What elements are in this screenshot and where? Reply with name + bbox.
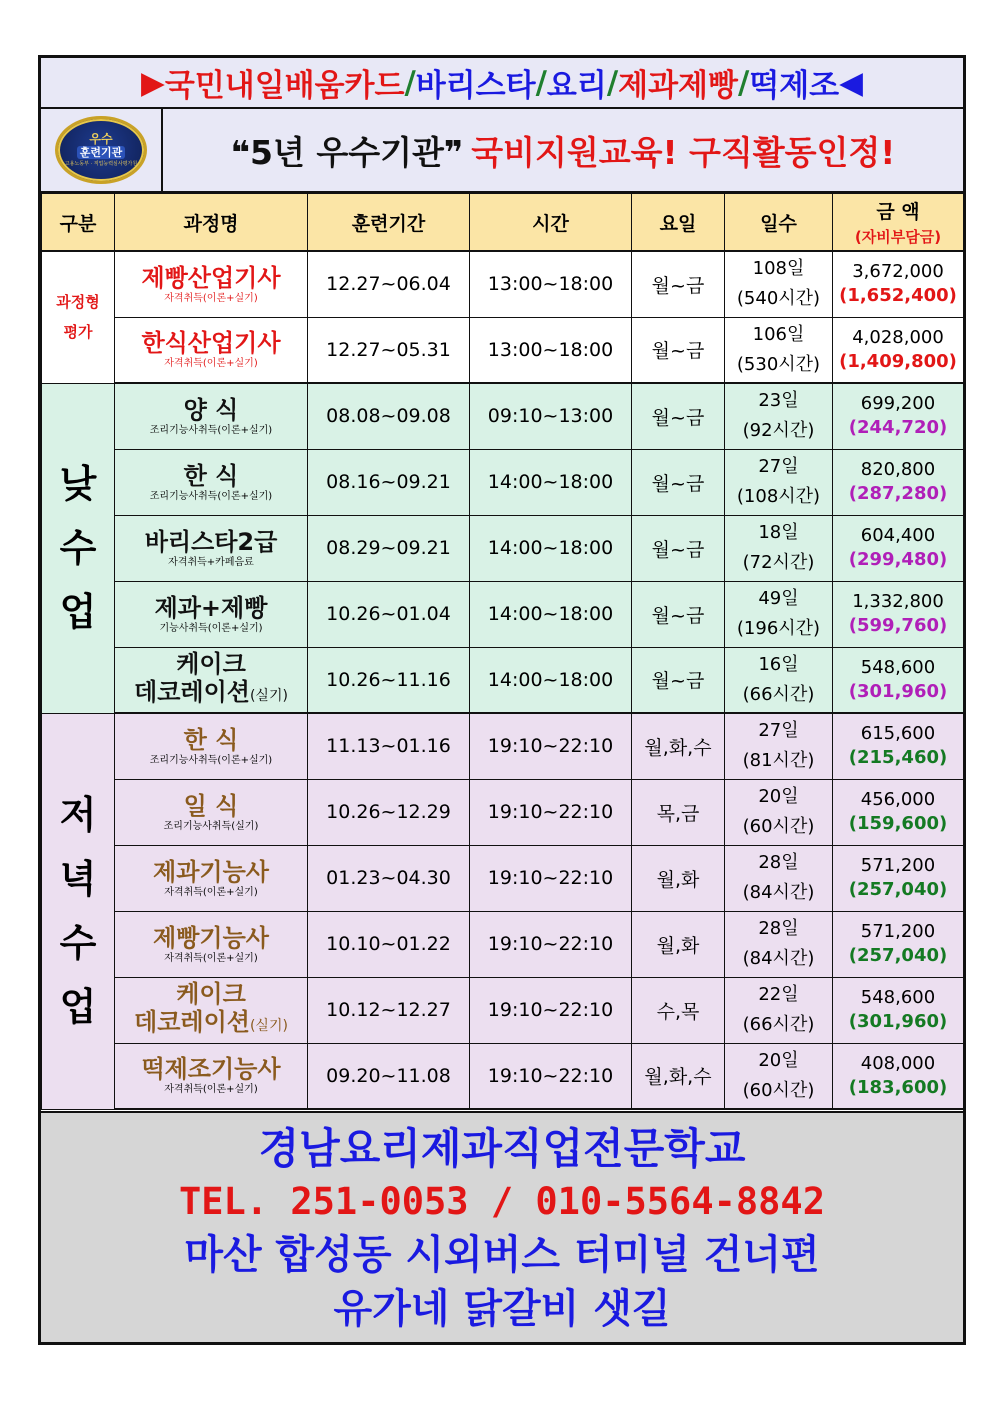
course-cell [115, 977, 308, 1043]
col-category: 구분 [42, 194, 115, 252]
days-cell [725, 713, 833, 779]
period-cell: 08.16~09.21 [308, 449, 470, 515]
amount-total: 456,000 [860, 789, 936, 810]
amount-total: 408,000 [860, 1052, 936, 1074]
col-amount [833, 194, 964, 252]
days-cell [725, 647, 833, 713]
amount-header: 금 액 [876, 201, 920, 223]
slogan [163, 109, 963, 191]
course-cell [115, 383, 308, 449]
weekday-cell: 월,화 [632, 845, 725, 911]
time-cell: 19:10~22:10 [470, 713, 632, 779]
banner-bakery: 제과제빵 [618, 68, 738, 104]
banner-barista: 바리스타 [415, 68, 536, 104]
section-label-text: 과정형 평가 [56, 293, 100, 342]
course-note: 조리기능사취득(이론+실기) [149, 424, 273, 436]
hours-count: (81시간) [742, 750, 815, 772]
period-cell: 12.27~06.04 [308, 251, 470, 317]
table-row [42, 1043, 964, 1109]
hours-count: (540시간) [736, 288, 821, 310]
course-name: 일 식 [183, 791, 239, 820]
amount-self-pay: (301,960) [848, 1011, 948, 1032]
amount-cell [833, 581, 964, 647]
amount-self-pay: (257,040) [848, 879, 948, 900]
table-row [42, 515, 964, 581]
amount-cell [833, 911, 964, 977]
school-name: 경남요리제과직업전문학교 [258, 1124, 746, 1173]
school-footer [41, 1111, 963, 1342]
course-cell [115, 317, 308, 383]
course-name2-note: (실기) [249, 687, 288, 704]
days-cell [725, 977, 833, 1043]
course-note: 자격취득(이론+실기) [164, 358, 258, 370]
amount-cell [833, 515, 964, 581]
days-count: 20일 [758, 1049, 799, 1071]
amount-total: 820,800 [860, 459, 936, 480]
course-cell [115, 911, 308, 977]
period-cell: 12.27~05.31 [308, 317, 470, 383]
section-label [42, 383, 115, 713]
amount-total: 3,672,000 [852, 261, 944, 283]
address-line2: 유가네 닭갈비 샛길 [333, 1286, 671, 1332]
days-count: 20일 [758, 786, 799, 807]
col-course: 과정명 [115, 194, 308, 252]
program-banner [41, 58, 963, 109]
section-label-text: 저 녁 수 업 [59, 793, 97, 1029]
days-cell [725, 1043, 833, 1109]
time-cell: 14:00~18:00 [470, 581, 632, 647]
slogan-support: 국비지원교육! 구직활동인정! [471, 132, 896, 172]
amount-self-pay: (299,480) [848, 549, 948, 570]
days-count: 49일 [758, 588, 799, 609]
period-cell: 08.29~09.21 [308, 515, 470, 581]
course-cell [115, 647, 308, 713]
time-cell: 19:10~22:10 [470, 1043, 632, 1109]
course-note: 자격취득(이론+실기) [164, 292, 258, 304]
time-cell: 13:00~18:00 [470, 317, 632, 383]
hours-count: (66시간) [742, 683, 815, 705]
table-row [42, 977, 964, 1043]
period-cell: 09.20~11.08 [308, 1043, 470, 1109]
course-cell [115, 449, 308, 515]
excellent-institution-logo [55, 116, 147, 184]
table-row [42, 911, 964, 977]
amount-total: 699,200 [860, 393, 936, 415]
table-row [42, 581, 964, 647]
amount-cell [833, 1043, 964, 1109]
banner-sep: / [606, 64, 619, 101]
course-name: 케이크 [176, 980, 246, 1008]
days-count: 28일 [758, 918, 799, 939]
course-name: 케이크 [176, 649, 246, 678]
days-count: 108일 [752, 258, 805, 280]
hours-count: (196시간) [736, 618, 821, 639]
amount-self-pay: (599,760) [848, 615, 948, 636]
amount-cell [833, 449, 964, 515]
days-count: 27일 [758, 720, 799, 742]
hours-count: (84시간) [742, 882, 815, 903]
weekday-cell: 월,화,수 [632, 1043, 725, 1109]
hours-count: (72시간) [742, 552, 815, 573]
course-cell [115, 845, 308, 911]
weekday-cell: 월,화 [632, 911, 725, 977]
col-weekday: 요일 [632, 194, 725, 252]
amount-sub-header: (자비부담금) [854, 228, 942, 246]
course-note: 자격취득+카페음료 [168, 556, 254, 568]
days-count: 27일 [758, 456, 799, 477]
amount-cell [833, 647, 964, 713]
amount-self-pay: (1,652,400) [839, 285, 957, 307]
course-name-line2 [115, 678, 307, 710]
hours-count: (66시간) [742, 1014, 815, 1035]
amount-self-pay: (301,960) [848, 680, 948, 702]
course-note: 조리기능사취득(이론+실기) [149, 754, 273, 766]
slogan-years: ❝5년 우수기관❞ [230, 132, 464, 172]
amount-cell [833, 845, 964, 911]
amount-total: 4,028,000 [852, 326, 944, 348]
weekday-cell: 월,화,수 [632, 713, 725, 779]
amount-total: 548,600 [860, 656, 936, 678]
hours-count: (92시간) [742, 420, 815, 442]
time-cell: 09:10~13:00 [470, 383, 632, 449]
days-count: 16일 [758, 653, 799, 675]
period-cell: 10.26~11.16 [308, 647, 470, 713]
course-cell [115, 515, 308, 581]
amount-self-pay: (1,409,800) [839, 350, 957, 372]
logo-line2: 훈련기관 [77, 146, 126, 159]
weekday-cell: 월~금 [632, 251, 725, 317]
arrow-left-icon: ◀ [839, 64, 863, 101]
col-period: 훈련기간 [308, 194, 470, 252]
days-count: 106일 [752, 323, 805, 345]
table-row [42, 845, 964, 911]
amount-self-pay: (183,600) [848, 1076, 948, 1098]
section-label-text: 낮 수 업 [59, 462, 97, 634]
time-cell: 14:00~18:00 [470, 647, 632, 713]
course-name-line2 [115, 1008, 307, 1040]
days-cell [725, 251, 833, 317]
course-name: 제과기능사 [153, 857, 269, 886]
time-cell: 14:00~18:00 [470, 449, 632, 515]
table-row [42, 317, 964, 383]
time-cell: 19:10~22:10 [470, 845, 632, 911]
amount-self-pay: (257,040) [848, 945, 948, 966]
amount-total: 604,400 [860, 525, 936, 546]
time-cell: 13:00~18:00 [470, 251, 632, 317]
weekday-cell: 월~금 [632, 449, 725, 515]
amount-total: 1,332,800 [852, 591, 944, 612]
course-cell [115, 581, 308, 647]
course-name: 한 식 [183, 461, 239, 490]
arrow-right-icon: ▶ [141, 64, 165, 101]
course-cell [115, 1043, 308, 1109]
amount-cell [833, 383, 964, 449]
table-row [42, 383, 964, 449]
weekday-cell: 월~금 [632, 581, 725, 647]
amount-total: 571,200 [860, 855, 936, 876]
amount-self-pay: (159,600) [848, 813, 948, 834]
logo-line1: 우수 [89, 131, 113, 146]
weekday-cell: 월~금 [632, 317, 725, 383]
weekday-cell: 수,목 [632, 977, 725, 1043]
course-cell [115, 713, 308, 779]
banner-sep: / [737, 64, 750, 101]
banner-sep: / [535, 64, 547, 101]
amount-self-pay: (215,460) [848, 747, 948, 769]
course-name: 한식산업기사 [141, 329, 281, 358]
days-count: 28일 [758, 852, 799, 873]
banner-card: 국민내일배움카드 [164, 68, 405, 104]
phone-numbers: TEL. 251-0053 / 010-5564-8842 [178, 1180, 825, 1223]
course-name: 양 식 [183, 395, 239, 424]
days-cell [725, 779, 833, 845]
course-name: 떡제조기능사 [141, 1055, 281, 1084]
banner-cooking: 요리 [546, 68, 607, 104]
course-note: 조리기능사취득(이론+실기) [149, 490, 273, 502]
course-name2-note: (실기) [249, 1018, 288, 1034]
weekday-cell: 월~금 [632, 383, 725, 449]
days-cell [725, 911, 833, 977]
time-cell: 19:10~22:10 [470, 911, 632, 977]
amount-cell [833, 779, 964, 845]
amount-total: 548,600 [860, 987, 936, 1008]
time-cell: 14:00~18:00 [470, 515, 632, 581]
days-cell [725, 845, 833, 911]
period-cell: 10.26~12.29 [308, 779, 470, 845]
days-cell [725, 581, 833, 647]
amount-total: 615,600 [860, 723, 936, 745]
hours-count: (84시간) [742, 948, 815, 969]
course-cell [115, 251, 308, 317]
weekday-cell: 월~금 [632, 647, 725, 713]
table-row [42, 647, 964, 713]
hours-count: (108시간) [736, 486, 821, 507]
flyer-frame [38, 55, 966, 1345]
weekday-cell: 목,금 [632, 779, 725, 845]
col-days: 일수 [725, 194, 833, 252]
course-name: 한 식 [183, 725, 239, 754]
amount-cell [833, 713, 964, 779]
course-note: 기능사취득(이론+실기) [159, 622, 263, 634]
course-table [41, 193, 964, 1110]
section-label [42, 251, 115, 383]
period-cell: 10.10~01.22 [308, 911, 470, 977]
hours-count: (530시간) [736, 353, 821, 375]
period-cell: 08.08~09.08 [308, 383, 470, 449]
table-row [42, 713, 964, 779]
col-time: 시간 [470, 194, 632, 252]
course-name2: 데코레이션 [134, 1008, 250, 1036]
days-cell [725, 449, 833, 515]
period-cell: 11.13~01.16 [308, 713, 470, 779]
banner-sep: / [404, 64, 416, 101]
course-name: 바리스타2급 [144, 527, 278, 556]
course-cell [115, 779, 308, 845]
days-cell [725, 383, 833, 449]
logo-line3: 고용노동부 · 직업능력심사평가원 [64, 160, 138, 167]
amount-total: 571,200 [860, 921, 936, 942]
days-cell [725, 317, 833, 383]
period-cell: 10.26~01.04 [308, 581, 470, 647]
slogan-row [41, 109, 963, 193]
course-note: 자격취득(이론+실기) [164, 1084, 258, 1096]
course-name: 제빵산업기사 [141, 263, 281, 292]
days-cell [725, 515, 833, 581]
address-line1: 마산 합성동 시외버스 터미널 건너편 [184, 1232, 820, 1278]
hours-count: (60시간) [742, 816, 815, 837]
table-row [42, 449, 964, 515]
course-note: 자격취득(이론+실기) [164, 952, 258, 964]
period-cell: 01.23~04.30 [308, 845, 470, 911]
time-cell: 19:10~22:10 [470, 779, 632, 845]
days-count: 22일 [758, 984, 799, 1005]
period-cell: 10.12~12.27 [308, 977, 470, 1043]
weekday-cell: 월~금 [632, 515, 725, 581]
table-header-row [42, 194, 964, 252]
amount-cell [833, 251, 964, 317]
banner-ricecake: 떡제조 [749, 68, 840, 104]
hours-count: (60시간) [742, 1079, 815, 1101]
amount-self-pay: (287,280) [848, 483, 948, 504]
amount-self-pay: (244,720) [848, 417, 948, 439]
table-row [42, 779, 964, 845]
amount-cell [833, 317, 964, 383]
section-label [42, 713, 115, 1109]
course-name2: 데코레이션 [134, 677, 250, 706]
days-count: 18일 [758, 522, 799, 543]
course-name: 제과+제빵 [154, 593, 268, 622]
table-row [42, 251, 964, 317]
course-note: 조리기능사취득(실기) [163, 820, 259, 832]
logo-cell [41, 109, 163, 191]
days-count: 23일 [758, 390, 799, 412]
course-name: 제빵기능사 [153, 923, 269, 952]
time-cell: 19:10~22:10 [470, 977, 632, 1043]
amount-cell [833, 977, 964, 1043]
course-note: 자격취득(이론+실기) [164, 886, 258, 898]
